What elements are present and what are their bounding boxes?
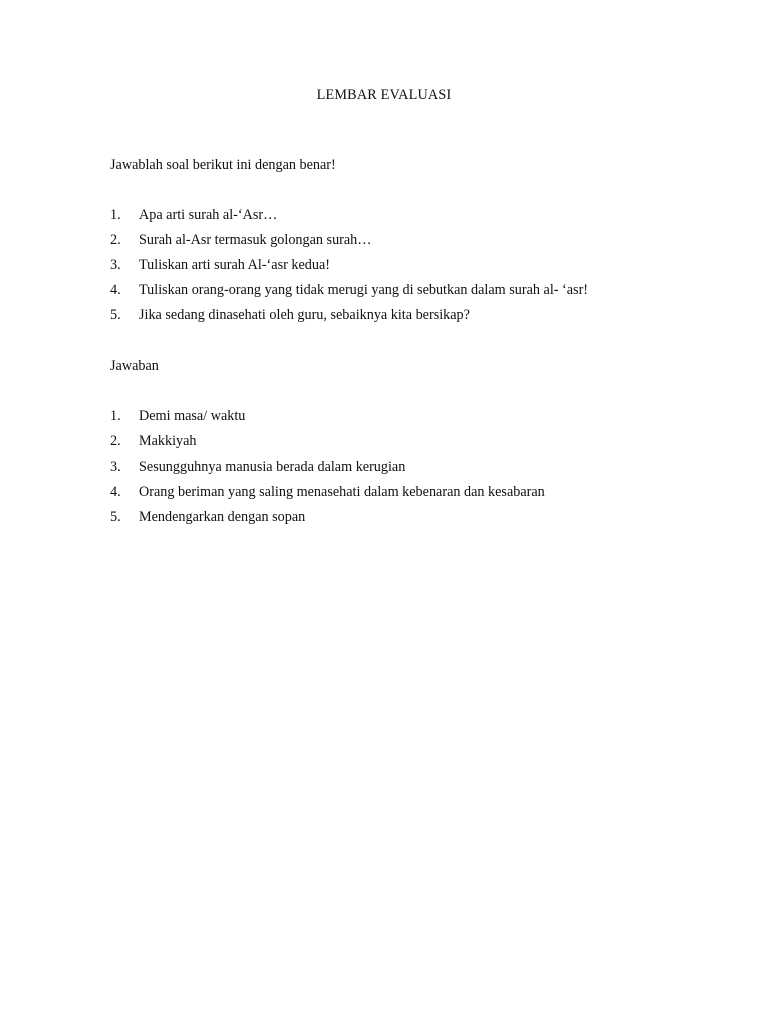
question-item: [110, 257, 330, 277]
instruction-text: Jawablah soal berikut ini dengan benar!: [110, 157, 336, 173]
answer-item: [110, 509, 305, 529]
answers-heading: Jawaban: [110, 358, 159, 374]
answer-text: Makkiyah: [139, 433, 197, 449]
answer-item: [110, 408, 245, 428]
question-number: 3.: [110, 257, 121, 273]
question-item: [110, 282, 588, 302]
question-number: 5.: [110, 307, 121, 323]
answer-number: 3.: [110, 459, 121, 475]
answer-item: [110, 484, 545, 504]
answer-text: Orang beriman yang saling menasehati dalam kebenaran dan kesabaran: [139, 484, 545, 500]
answer-number: 1.: [110, 408, 121, 424]
question-item: [110, 207, 277, 227]
question-text: Jika sedang dinasehati oleh guru, sebaiknya kita bersikap?: [139, 307, 470, 323]
answer-number: 5.: [110, 509, 121, 525]
question-number: 2.: [110, 232, 121, 248]
page-title: LEMBAR EVALUASI: [316, 87, 452, 103]
answer-text: Sesungguhnya manusia berada dalam kerugian: [139, 459, 406, 475]
question-item: [110, 232, 371, 252]
answer-text: Mendengarkan dengan sopan: [139, 509, 306, 525]
question-text: Tuliskan arti surah Al-‘asr kedua!: [139, 257, 330, 273]
answer-text: Demi masa/ waktu: [139, 408, 246, 424]
answer-item: [110, 459, 405, 479]
question-text: Apa arti surah al-‘Asr…: [139, 207, 278, 223]
question-item: [110, 307, 470, 327]
question-text: Surah al-Asr termasuk golongan surah…: [139, 232, 372, 248]
answer-number: 4.: [110, 484, 121, 500]
question-text: Tuliskan orang-orang yang tidak merugi yang di sebutkan dalam surah al- ‘asr!: [139, 282, 589, 298]
answer-number: 2.: [110, 433, 121, 449]
question-number: 4.: [110, 282, 121, 298]
question-number: 1.: [110, 207, 121, 223]
answer-item: [110, 433, 197, 453]
